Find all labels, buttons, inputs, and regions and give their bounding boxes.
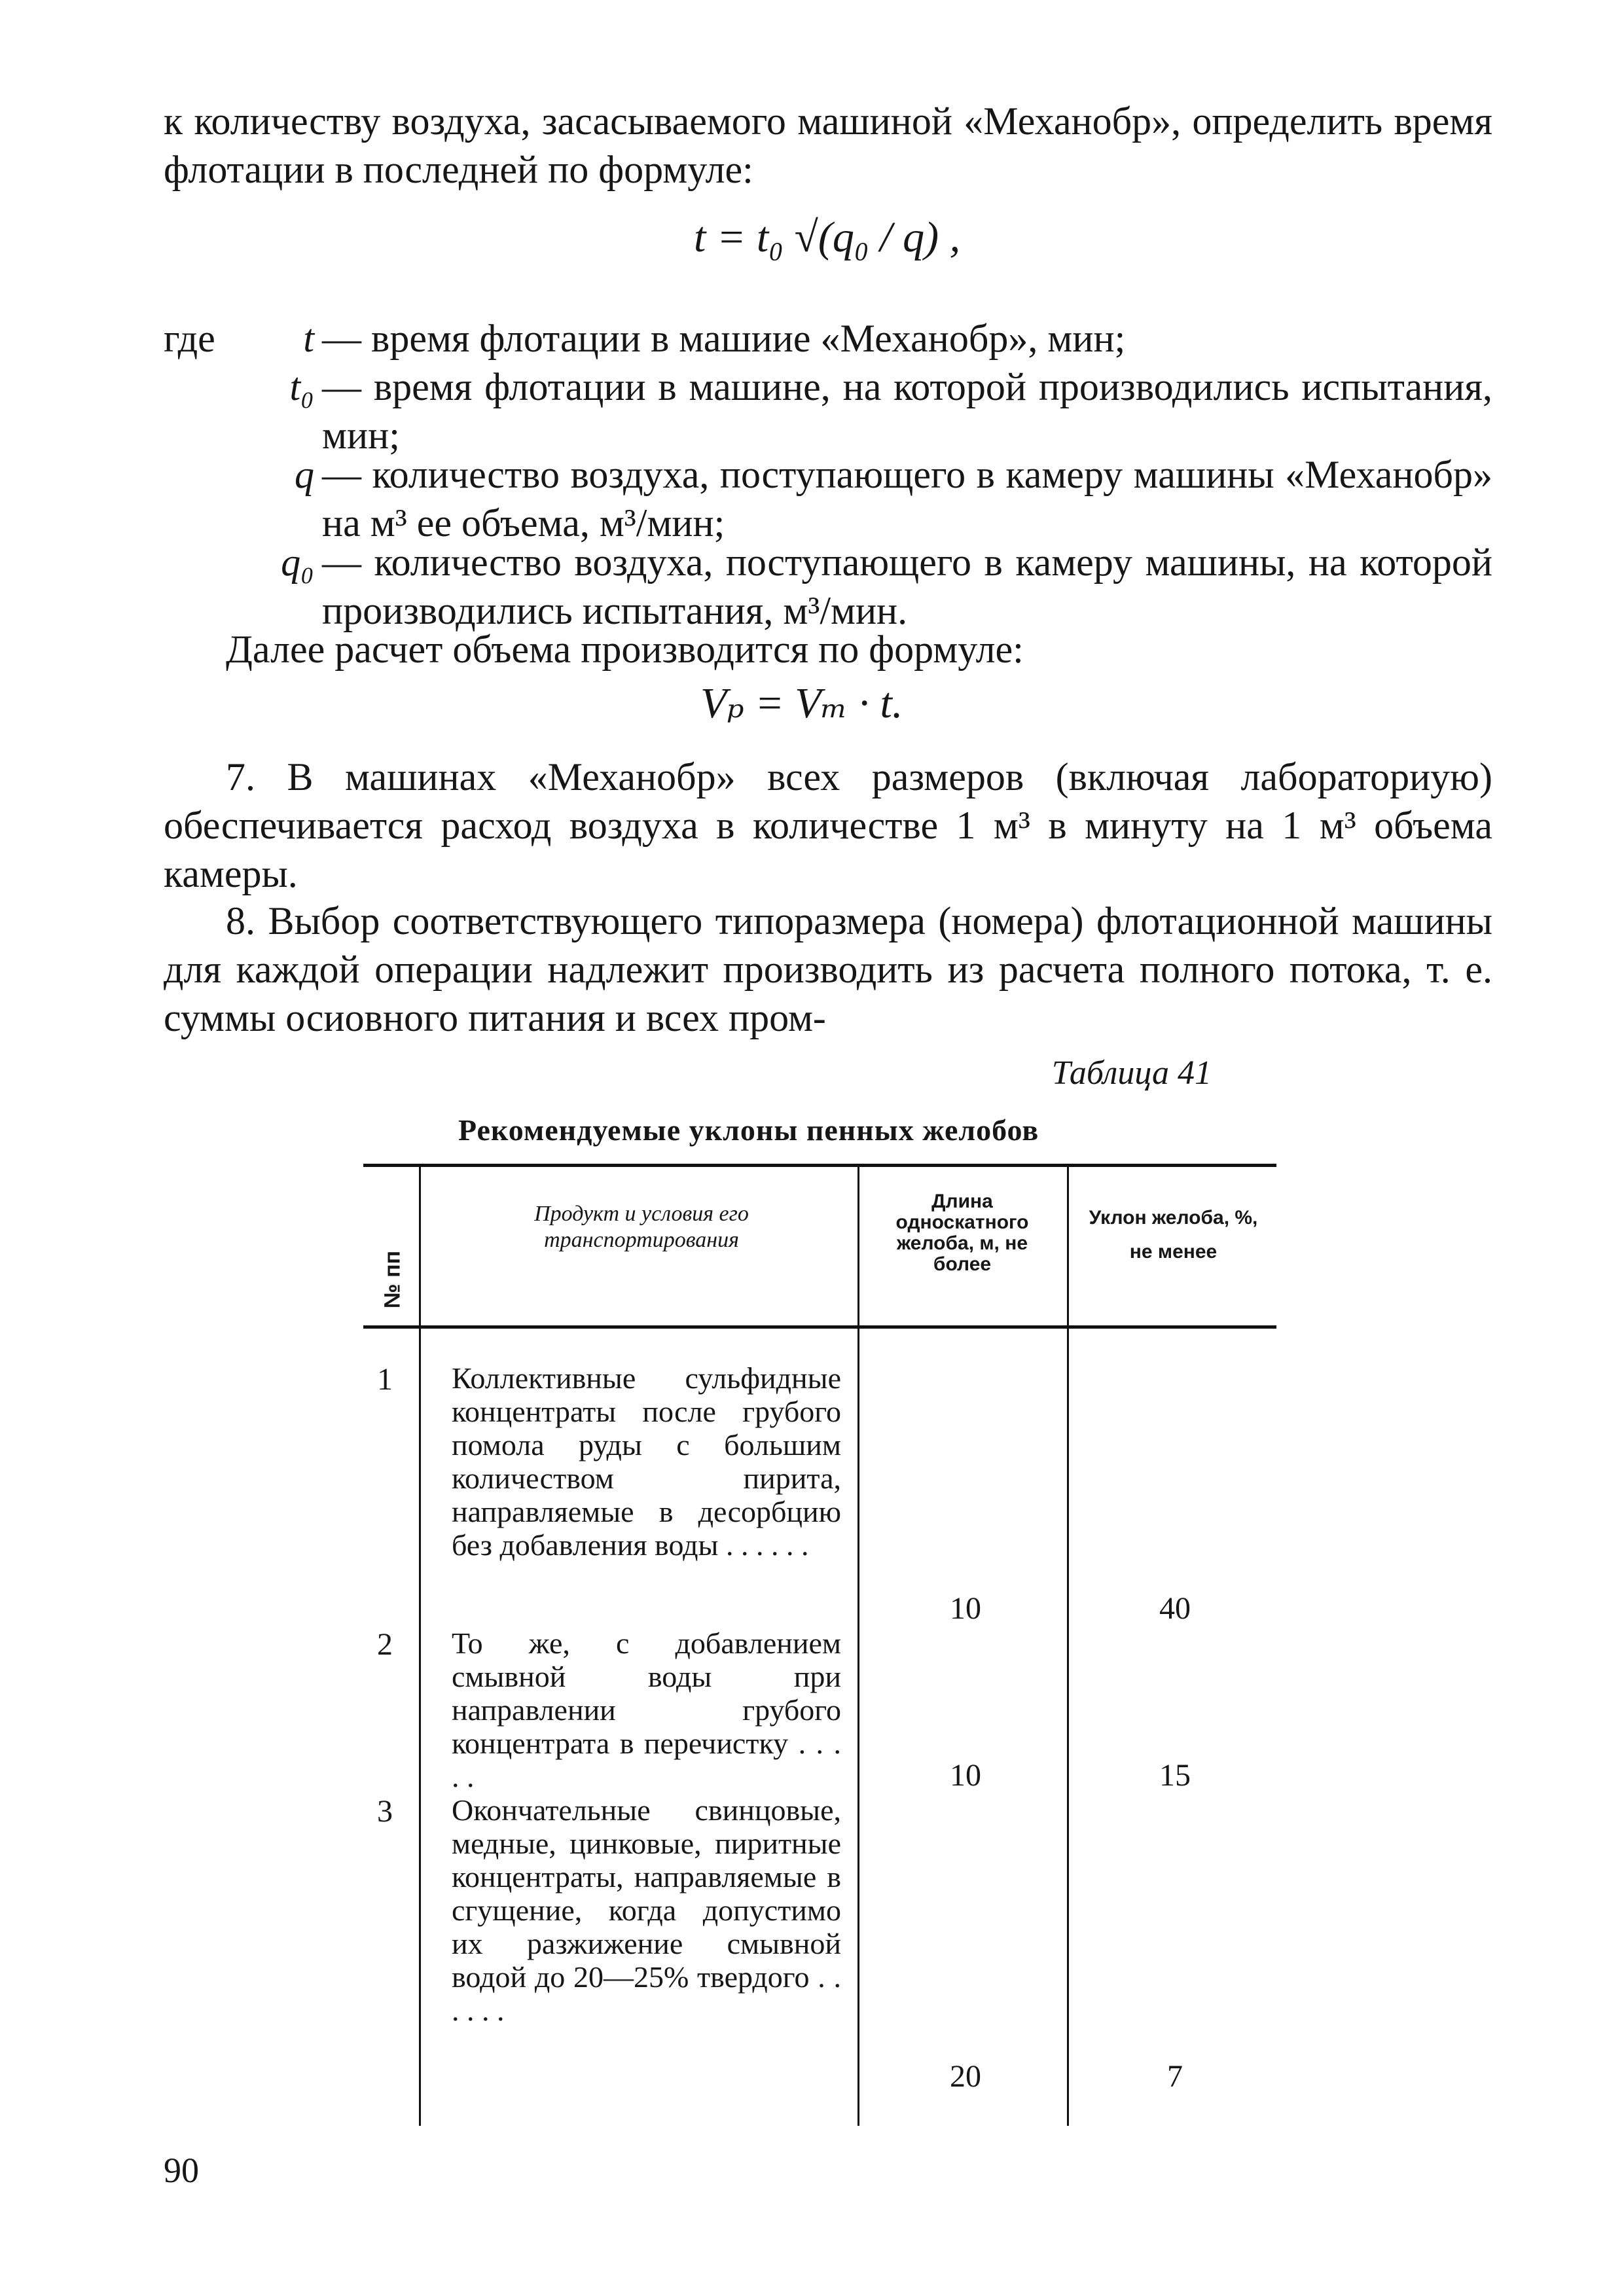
row-1-text: Коллективные сульфидные концентраты после грубого помола руды с большим количеством пирита, направляемые в десорбцию без добавления воды . . . . . .: [452, 1361, 841, 1562]
further-paragraph: Далее расчет объема производится по формуле:: [226, 628, 1024, 671]
definition-t: [242, 314, 1492, 363]
row-3-slope: 7: [1167, 2059, 1183, 2094]
header-num: [363, 1230, 422, 1329]
header-slope: Уклон желоба, %, не менее: [1089, 1207, 1258, 1263]
row-3-num: 3: [377, 1794, 393, 1829]
intro-paragraph: к количеству воздуха, засасываемого машиной «Механобр», определить время флотации в последней по формуле:: [164, 99, 1492, 191]
formula-volume: [700, 677, 903, 728]
definition-t0: [242, 363, 1492, 459]
page-number: 90: [164, 2151, 199, 2190]
header-num-label: № пп: [380, 1250, 405, 1309]
definition-symbol: q₀: [281, 541, 314, 584]
header-product: Продукт и условия его транспортирования: [534, 1202, 749, 1252]
table-title: Рекомендуемые уклоны пенных желобов: [458, 1113, 1039, 1147]
row-2-slope: 15: [1159, 1758, 1191, 1793]
row-3-length: 20: [950, 2059, 981, 2094]
row-1-num: 1: [377, 1362, 393, 1397]
definition-symbol: t₀: [289, 365, 314, 408]
table-col-divider: [1067, 1164, 1069, 2126]
table-header-rule: [363, 1325, 1276, 1329]
definition-text: — время флотации в машине, на которой производились испытания, мин;: [322, 365, 1492, 457]
header-length: Длина односкатного желоба, м, не более: [895, 1191, 1029, 1275]
table-col-divider: [857, 1164, 859, 2126]
definition-symbol: q: [295, 453, 314, 496]
row-3-text: Окончательные свинцовые, медные, цинковые, пиритные концентраты, направляемые в сгущение, когда допустимо их разжижение смывной водой до 20—25% твердого . . . . . .: [452, 1793, 841, 2027]
item-7-paragraph: 7. В машинах «Механобр» всех размеров (включая лабораториую) обеспечивается расход воздуха в количестве 1 м³ в минуту на 1 м³ объема камеры.: [164, 755, 1492, 895]
definition-q0: [242, 538, 1492, 635]
row-2-text: То же, с добавлением смывной воды при направлении грубого концентрата в перечистку . . . . .: [452, 1626, 841, 1793]
definition-text: — количество воздуха, поступающего в камеру машины «Механобр» на м³ ее объема, м³/мин;: [322, 453, 1492, 545]
formula-text: Vₚ = Vₘ · t.: [700, 679, 903, 727]
definition-q: [242, 450, 1492, 547]
row-1-slope: 40: [1159, 1591, 1191, 1626]
row-1-length: 10: [950, 1591, 981, 1626]
definition-symbol: t: [303, 317, 314, 360]
formula-text: t = t₀ √(q₀ / q) ,: [694, 213, 961, 261]
row-2-num: 2: [377, 1627, 393, 1662]
formula-flotation-time: [694, 213, 960, 262]
row-2-length: 10: [950, 1758, 981, 1793]
where-label: где: [164, 317, 215, 360]
definition-text: — количество воздуха, поступающего в камеру машины, на которой производились испытания, м³/мин.: [322, 541, 1492, 632]
definition-text: — время флотации в машиие «Механобр», мин;: [322, 317, 1126, 360]
table-number: Таблица 41: [1051, 1054, 1212, 1092]
table-top-rule: [363, 1164, 1276, 1167]
item-8-paragraph: 8. Выбор соответствующего типоразмера (номера) флотационной машины для каждой операции надлежит производить из расчета полного потока, т. е. суммы осиовного питания и всех пром-: [164, 899, 1492, 1039]
